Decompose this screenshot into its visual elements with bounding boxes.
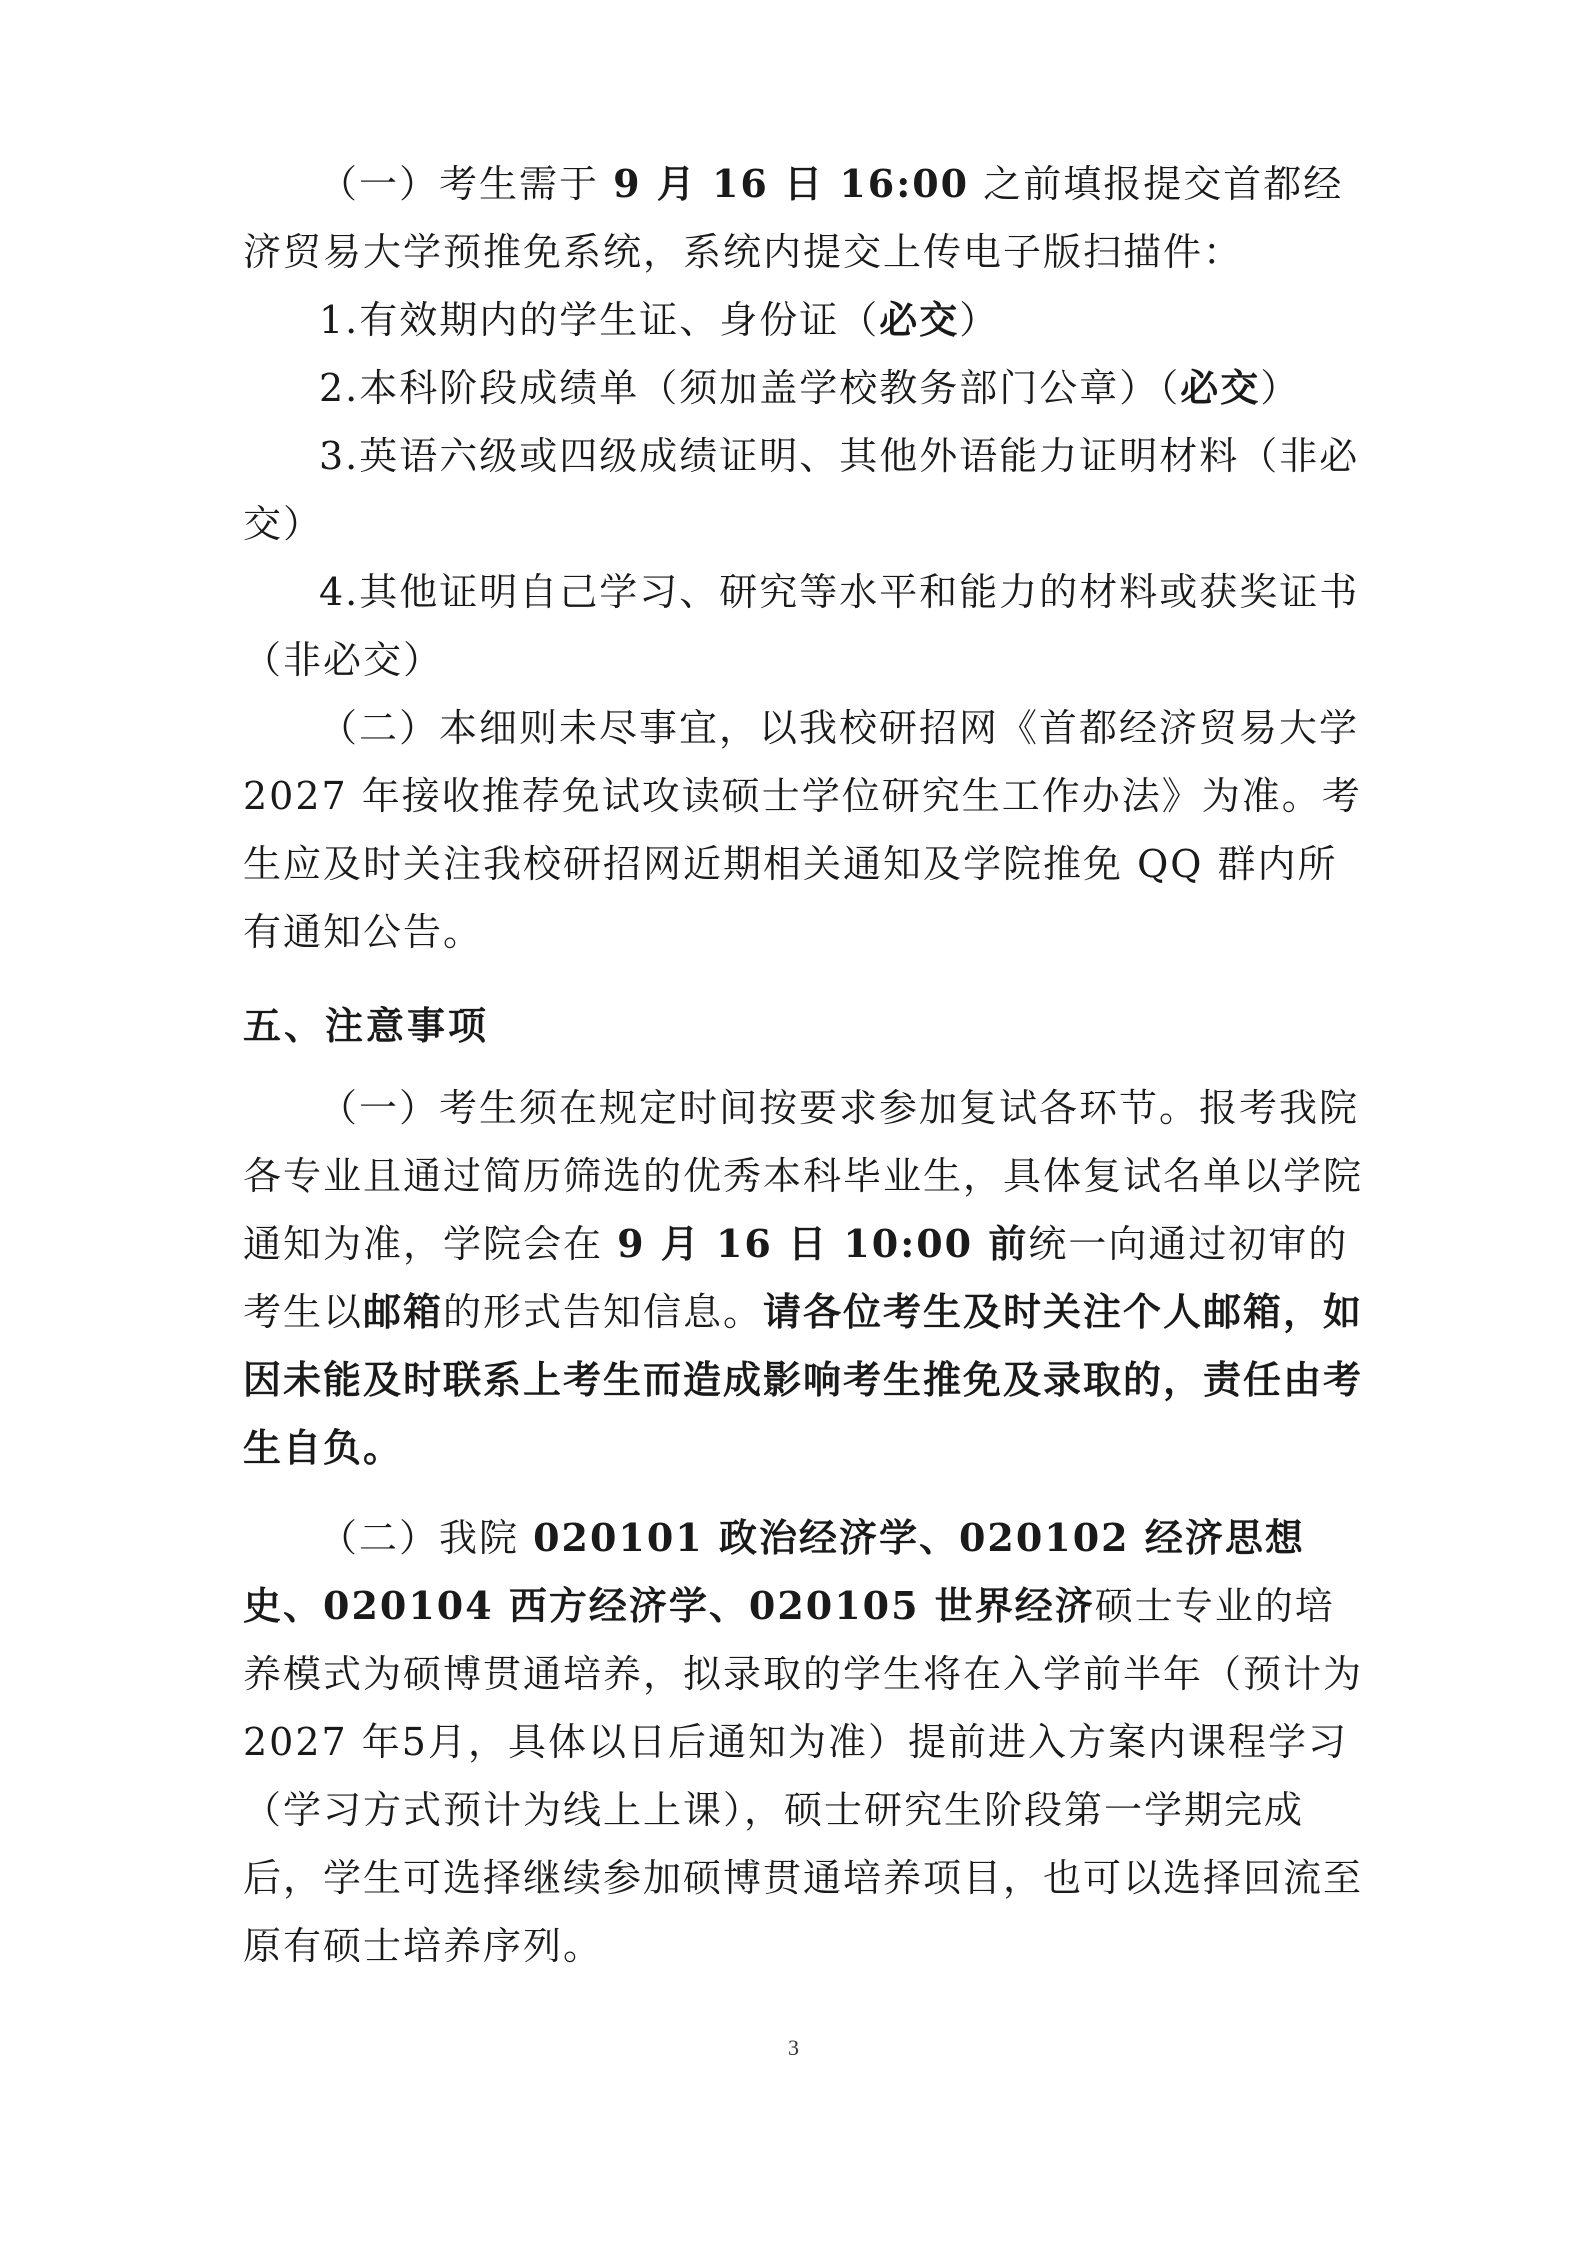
section-heading [243, 992, 1373, 1060]
bold-text: 请各位考生及时关注个人邮箱，如因未能及时联系上考生而造成影响考生推免及录取的，责任由考生自负。 [243, 1289, 1364, 1470]
page-number: 3 [788, 2035, 799, 2060]
bold-text: 邮箱 [363, 1289, 444, 1334]
text-run: （二）我院 [319, 1516, 534, 1560]
text-run: 1.有效期内的学生证、身份证（ [319, 298, 880, 342]
text-run: 4.其他证明自己学习、研究等水平和能力的材料或获奖证书（非必交） [243, 570, 1360, 682]
paragraph [243, 1074, 1373, 1482]
text-run: 的形式告知信息。 [443, 1290, 764, 1334]
bold-text: 9 月 16 日 16:00 [613, 161, 970, 206]
text-run: 之前填报提交首都经济贸易大学预推免系统，系统内提交上传电子版扫描件： [243, 162, 1344, 274]
bold-text: 020101 政治经济学、020102 经济思想史、020104 西方经济学、020105 世界经济 [243, 1515, 1305, 1628]
text-run: ） [959, 298, 1000, 342]
text-run: （一）考生需于 [319, 162, 614, 206]
text-run: 硕士专业的培养模式为硕博贯通培养，拟录取的学生将在入学前半年（预计为 2027 年5月，具体以日后通知为准）提前进入方案内课程学习（学习方式预计为线上上课），硕士研究生阶段第一学期完成后，学生可选择继续参加硕博贯通培养项目，也可以选择回流至原有硕士培养序列。 [243, 1584, 1364, 1968]
paragraph [243, 150, 1373, 286]
text-run: 3.英语六级或四级成绩证明、其他外语能力证明材料（非必交） [243, 434, 1360, 546]
paragraph [243, 694, 1373, 966]
text-run: （二）本细则未尽事宜，以我校研招网《首都经济贸易大学 2027 年接收推荐免试攻读硕士学位研究生工作办法》为准。考生应及时关注我校研招网近期相关通知及学院推免 QQ 群内所有通知公告。 [243, 706, 1362, 954]
bold-text: 9 月 16 日 10:00 前 [617, 1221, 1029, 1266]
paragraph [243, 1504, 1373, 1980]
document-body [243, 150, 1373, 1980]
text-run: 2.本科阶段成绩单（须加盖学校教务部门公章）（ [319, 366, 1181, 410]
paragraph [243, 422, 1373, 558]
bold-text: 必交 [1180, 365, 1261, 410]
text-run: 五、注意事项 [243, 1003, 490, 1048]
bold-text: 必交 [879, 297, 960, 342]
text-run: ） [1260, 366, 1301, 410]
paragraph [243, 558, 1373, 694]
paragraph [243, 286, 1373, 354]
paragraph [243, 354, 1373, 422]
text-run: 统一向通过初审的考生以 [243, 1222, 1349, 1334]
text-run: （一）考生须在规定时间按要求参加复试各环节。报考我院各专业且通过简历筛选的优秀本科毕业生，具体复试名单以学院通知为准，学院会在 [243, 1086, 1364, 1266]
